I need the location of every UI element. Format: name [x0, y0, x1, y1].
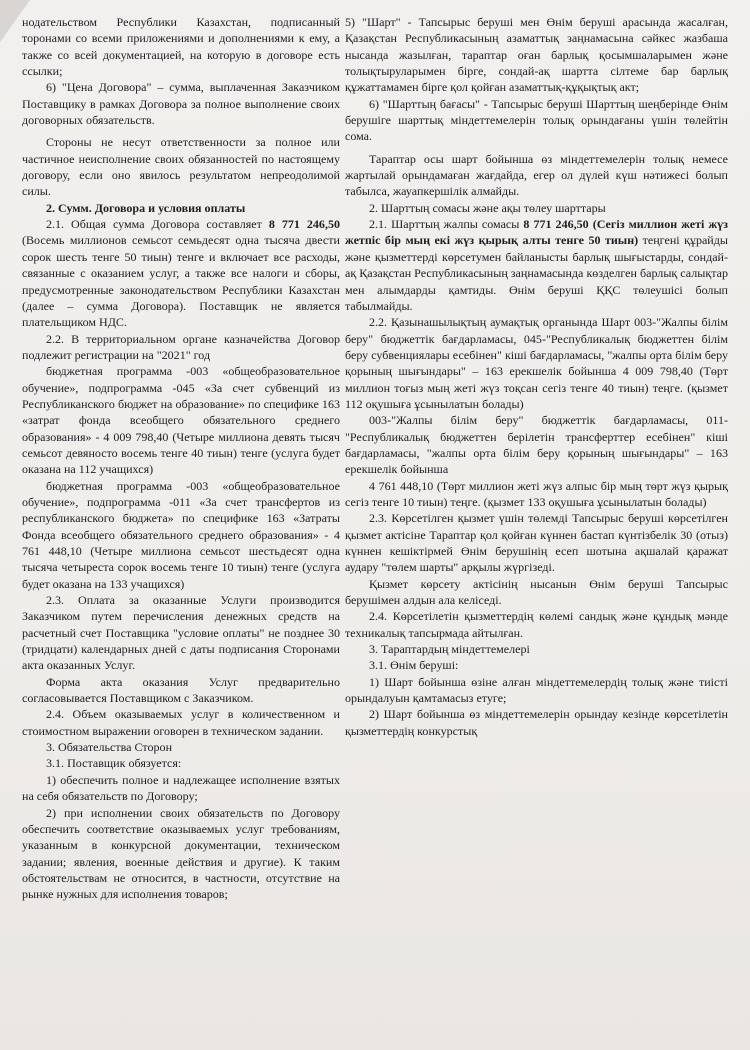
russian-column	[22, 14, 340, 903]
text: (Восемь миллионов семьсот семьдесят одна тысяча двести сорок шесть тенге 50 тиын) тенге и включает все расходы, связанные с оказанием услуг, а также все налоги и сборы, предусмотренные законодательством Республики Казахстан (далее – сумма Договора). Поставщик не является плательщиком НДС.	[22, 233, 340, 330]
paragraph: Форма акта оказания Услуг предварительно согласовывается Поставщиком с Заказчиком.	[22, 674, 340, 706]
section-heading: 2. Шарттың сомасы және ақы төлеу шарттары	[369, 200, 606, 215]
paragraph: нодательством Республики Казахстан, подписанный торонами со всеми приложениями и дополнениями к ему, а также со всей документацией, на которую в договоре есть ссылки;	[22, 15, 340, 79]
text: 2.1. Шарттың жалпы сомасы	[369, 217, 524, 232]
paragraph: 4 761 448,10 (Төрт миллион жеті жүз алпыс бір мың төрт жүз қырық сегіз тенге 10 тиын) теңге. (қызмет 133 оқушыға ұсынылатын болады)	[345, 478, 728, 509]
paragraph: Қызмет көрсету актісінің нысанын Өнім беруші Тапсырыс берушімен алдын ала келіседі.	[345, 576, 728, 608]
paragraph: 3.1. Өнім беруші:	[369, 658, 459, 673]
paragraph: 1) Шарт бойынша өзіне алған міндеттемелердің толық және тиісті орындалуын қамтамасыз етуге;	[345, 674, 728, 706]
text: теңгені құрайды және қызметтерді көрсетумен байланысты барлық шығыстарды, сондай-ақ Қазақстан Республикасының заңнамасында көзделген барлық салықтар мен алымдарды қамтиды. Өнім беруші ҚҚС төлеушісі болып табылмайды.	[345, 233, 728, 313]
section-heading: 3. Тараптардың міндеттемелері	[369, 642, 530, 657]
paragraph: 2.4. Көрсетілетін қызметтердің көлемі сандық және құндық мәнде техникалық тапсырмада айтылған.	[345, 609, 728, 640]
paragraph: 2.3. Оплата за оказанные Услуги производится Заказчиком путем перечисления денежных средств на расчетный счет Поставщика "условие оплаты" не позднее 30 (тридцати) календарных дней с даты подписания Сторонами акта оказанных Услуг.	[22, 593, 340, 673]
paragraph: 2.4. Объем оказываемых услуг в количественном и стоимостном выражении оговорен в техническом задании.	[22, 707, 340, 738]
paragraph: 1) обеспечить полное и надлежащее исполнение взятых на себя обязательств по Договору;	[22, 772, 340, 804]
paragraph: 003-"Жалпы білім беру" бюджеттік бағдарламасы, 011-"Республикалық бюджеттен берілетін трансферттер есебінен" кіші бағдарламасы, "жалпы орта білім беру қорының шығындары" – 163 ерекшелік бойынша	[345, 413, 728, 477]
section-heading: 2. Сумм. Договора и условия оплаты	[46, 200, 246, 215]
kazakh-column	[345, 14, 728, 739]
paragraph: 2) Шарт бойынша өз міндеттемелерін орындау кезінде көрсетілетін қызметтердің конкурстық	[345, 707, 728, 738]
paragraph: 2.3. Көрсетілген қызмет үшін төлемді Тапсырыс беруші көрсетілген қызмет актісіне Тараптар қол қойған күннен бастап күнтізбелік 30 (отыз) күннен кешіктірмей Өнім берушінің есеп шотына ақшалай қаражат аудару "төлем шарты" арқылы жүргізеді.	[345, 511, 728, 575]
contract-amount: 8 771 246,50	[268, 217, 341, 232]
text: 2.1. Общая сумма Договора составляет	[46, 217, 269, 232]
paragraph: 6) "Цена Договора" – сумма, выплаченная Заказчиком Поставщику в рамках Договора за полное выполнение своих договорных обязательств.	[22, 80, 340, 128]
paragraph: 5) "Шарт" - Тапсырыс беруші мен Өнім беруші арасында жасалған, Қазақстан Республикасының азаматтық заңнамасына сәйкес жазбаша нысанда жазылған, тараптар оған барлық қосымшаларымен және толықтыруларымен бірге, сондай-ақ шартта сілтеме бар барлық құжаттамамен бірге қол қойған азаматтық-құқықтық акт;	[345, 15, 728, 95]
section-heading: 3. Обязательства Сторон	[46, 740, 173, 755]
paragraph	[22, 216, 340, 330]
paragraph: бюджетная программа -003 «общеобразовательное обучение», подпрограмма -011 «За счет трансфертов из республиканского бюджета» по специфике 163 «Затраты Фонда всеобщего обязательного среднего образования» - 4 761 448,10 (Четыре миллиона семьсот шестьдесят одна тысяча четыреста сорок восемь тенге 10 тиын) тенге (услуга будет оказана на 133 учащихся)	[22, 478, 340, 591]
contract-amount: 8 771 246,50 (Сегіз миллион жеті жүз жетпіс бір мың екі жүз қырық алты тенге 50 тиын)	[345, 217, 728, 248]
paragraph: бюджетная программа -003 «общеобразовательное обучение», подпрограмма -045 «За счет субвенций из Республиканского бюджет на образование» по специфике 163 «затрат фонда всеобщего обязательного среднего образования» - 4 009 798,40 (Четыре миллиона девять тысяч семьсот девяносто восемь тенге 40 тиын) тенге (услуга будет оказана на 112 учащихся)	[22, 364, 340, 477]
paragraph: 2) при исполнении своих обязательств по Договору обеспечить соответствие оказываемых услуг требованиям, указанным в конкурсной документации, техническом задании; явления, военные действия и другие). К таким обстоятельствам не относится, в частности, отсутствие на рынке нужных для исполнения товаров;	[22, 805, 340, 902]
paragraph: 2.2. В территориальном органе казначейства Договор подлежит регистрации на "2021" год	[22, 331, 340, 362]
paragraph: Стороны не несут ответственности за полное или частичное неисполнение своих обязанностей по настоящему договору, если оно явилось результатом непреодолимой силы.	[22, 135, 340, 199]
paragraph: Тараптар осы шарт бойынша өз міндеттемелерін толық немесе жартылай орындамаған жағдайда, егер ол дүлей күш нәтижесі болып табылса, жауапкершілік алмайды.	[345, 151, 728, 199]
paragraph: 6) "Шарттың бағасы" - Тапсырыс беруші Шарттың шеңберінде Өнім берушіге шарттық міндеттемелерін толық орындағаны үшін төлейтін сома.	[345, 96, 728, 144]
paragraph: 2.2. Қазынашылықтың аумақтық органында Шарт 003-"Жалпы білім беру" бюджеттік бағдарламасы, 045-"Республикалық бюджеттен білім беру субвенциялары есебінен" кіші бағдарламасы, "жалпы орта білім беру қорының шығындары" – 163 ерекшелік бойынша 4 009 798,40 (Төрт миллион тоғыз мың жеті жүз тоқсан сегіз тенге 40 тиын) теңге. (қызмет 112 оқушыға ұсынылатын болады)	[345, 315, 728, 411]
paragraph: 3.1. Поставщик обязуется:	[46, 756, 182, 771]
paragraph	[345, 216, 728, 314]
